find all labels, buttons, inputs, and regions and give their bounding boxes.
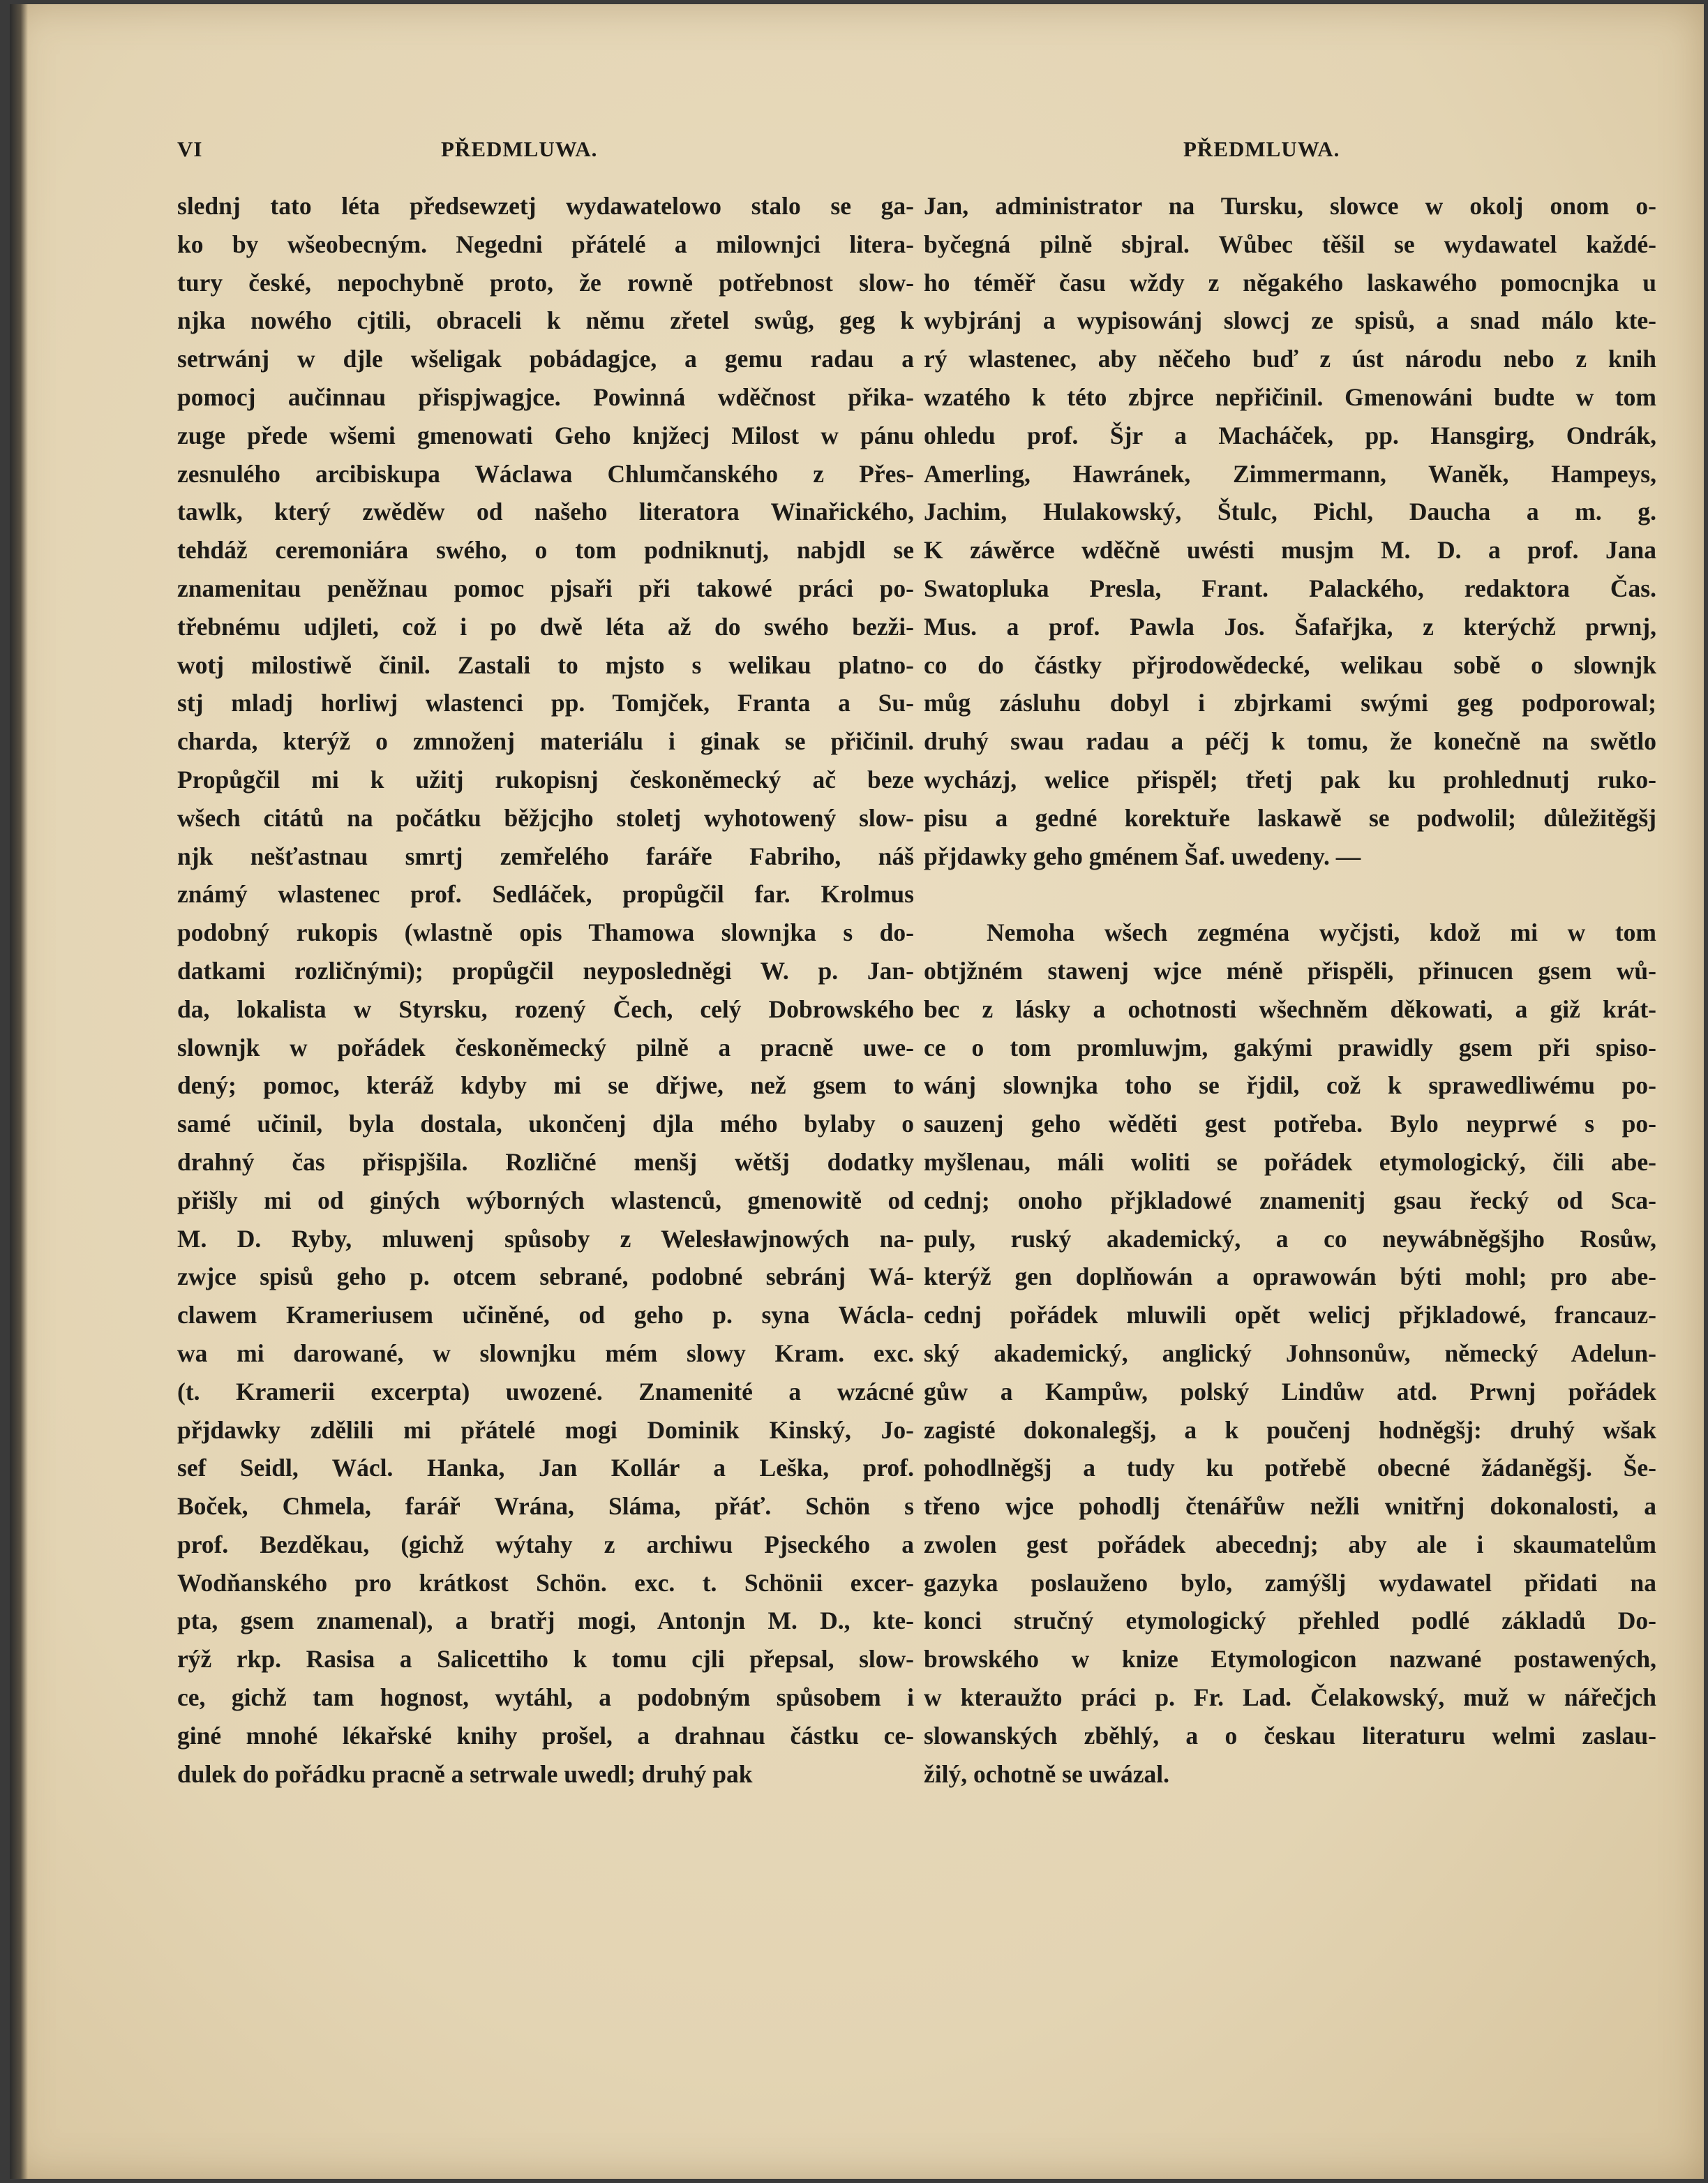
text-line: ho téměř času wždy z něgakého laskawého pomocnjka u xyxy=(924,268,1656,297)
text-line: giné mnohé lékařské knihy prošel, a drahnau částku ce- xyxy=(177,1721,914,1750)
text-line: podobný rukopis (wlastně opis Thamowa slownjka s do- xyxy=(177,918,914,947)
text-line: wybjránj a wypisowánj slowcj ze spisů, a snad málo kte- xyxy=(924,306,1656,335)
text-line: browského w knize Etymologicon nazwané postawených, xyxy=(924,1645,1656,1674)
text-line: Jachim, Hulakowský, Štulc, Pichl, Daucha a m. g. xyxy=(924,498,1656,526)
text-line: ko by wšeobecným. Negedni přátelé a milownjci litera- xyxy=(177,230,914,258)
text-line: konci stručný etymologický přehled podlé základů Do- xyxy=(924,1607,1656,1635)
text-line: bec z lásky a ochotnosti wšechněm děkowati, a giž krát- xyxy=(924,994,1656,1023)
text-line: setrwánj w djle wšeligak pobádagjce, a gemu radau a xyxy=(177,345,914,373)
text-line: stj mladj horliwj wlastenci pp. Tomjček, Franta a Su- xyxy=(177,689,914,717)
text-line: dený; pomoc, kteráž kdyby mi se dřjwe, než gsem to xyxy=(177,1071,914,1100)
text-line: sef Seidl, Wácl. Hanka, Jan Kollár a Leška, prof. xyxy=(177,1454,914,1482)
text-line: cednj pořádek mluwili opět welicj přjkladowé, francauz- xyxy=(924,1301,1656,1329)
text-line: přjdawky zdělili mi přátelé mogi Dominik Kinský, Jo- xyxy=(177,1415,914,1444)
text-line: gůw a Kampůw, polský Lindůw atd. Prwnj pořádek xyxy=(924,1377,1656,1406)
left-text-column xyxy=(177,187,914,1793)
text-line: zwolen gest pořádek abecednj; aby ale i skaumatelům xyxy=(924,1530,1656,1558)
text-line: zesnulého arcibiskupa Wáclawa Chlumčanského z Přes- xyxy=(177,459,914,488)
text-line: rý wlastenec, aby něčeho buď z úst národu nebo z knih xyxy=(924,345,1656,373)
text-line: wánj slownjka toho se řjdil, což k sprawedliwému po- xyxy=(924,1071,1656,1100)
text-line: myšlenau, máli woliti se pořádek etymologický, čili abe- xyxy=(924,1147,1656,1176)
text-line: můg zásluhu dobyl i zbjrkami swými geg podporowal; xyxy=(924,689,1656,717)
text-line: pomocj aučinnau přispjwagjce. Powinná wděčnost přika- xyxy=(177,382,914,411)
text-line: co do částky přjrodowědecké, welikau sobě o slownjk xyxy=(924,650,1656,679)
text-line: wycházj, welice přispěl; třetj pak ku prohlednutj ruko- xyxy=(924,765,1656,794)
page-binding-edge xyxy=(10,4,28,2179)
text-line: Boček, Chmela, farář Wrána, Sláma, přáť. Schön s xyxy=(177,1492,914,1521)
text-line: slowanských zběhlý, a o českau literaturu welmi zaslau- xyxy=(924,1721,1656,1750)
text-line: njka nowého cjtili, obraceli k němu zřetel swůg, geg k xyxy=(177,306,914,335)
text-line: Mus. a prof. Pawla Jos. Šafařjka, z kterýchž prwnj, xyxy=(924,612,1656,641)
text-line: dulek do pořádku pracně a setrwale uwedl; druhý pak xyxy=(177,1759,753,1788)
text-line: zagisté dokonalegšj, a k poučenj hodněgšj: druhý wšak xyxy=(924,1415,1656,1444)
text-line: znamenitau peněžnau pomoc pjsaři při takowé práci po- xyxy=(177,574,914,602)
text-line: ce o tom promluwjm, gakými prawidly gsem při spiso- xyxy=(924,1033,1656,1061)
text-line: třeno wjce pohodlj čtenářůw nežli wnitřnj dokonalosti, a xyxy=(924,1492,1656,1521)
text-line: zuge přede wšemi gmenowati Geho knjžecj Milost w pánu xyxy=(177,421,914,449)
text-line: w kteraužto práci p. Fr. Lad. Čelakowský, muž w nářečjch xyxy=(924,1683,1656,1712)
text-line: charda, kterýž o zmnoženj materiálu i ginak se přičinil. xyxy=(177,727,914,756)
text-line: obtjžném stawenj wjce méně přispěli, přinucen gsem wů- xyxy=(924,956,1656,985)
text-line: wšech citátů na počátku běžjcjho stoletj wyhotowený slow- xyxy=(177,803,914,832)
text-line: tury české, nepochybně proto, že rowně potřebnost slow- xyxy=(177,268,914,297)
text-line: njk nešťastnau smrtj zemřelého faráře Fabriho, náš xyxy=(177,842,914,870)
text-line: samé učinil, byla dostala, ukončenj djla mého bylaby o xyxy=(177,1110,914,1138)
text-line: druhý swau radau a péčj k tomu, že konečně na swětlo xyxy=(924,727,1656,756)
text-line: zwjce spisů geho p. otcem sebrané, podobné sebránj Wá- xyxy=(177,1262,914,1291)
text-line: wa mi darowané, w slownjku mém slowy Kram. exc. xyxy=(177,1339,914,1367)
text-line: přjdawky geho gménem Šaf. uwedeny. — xyxy=(924,842,1361,870)
text-line: ský akademický, anglický Johnsonůw, německý Adelun- xyxy=(924,1339,1656,1367)
text-line: prof. Bezděkau, (gichž wýtahy z archiwu Pjseckého a xyxy=(177,1530,914,1558)
text-line: kterýž gen doplňowán a oprawowán býti mohl; pro abe- xyxy=(924,1262,1656,1291)
text-line: slownjk w pořádek českoněmecký pilně a pracně uwe- xyxy=(177,1033,914,1061)
text-line: M. D. Ryby, mluwenj spůsoby z Welesławjnowých na- xyxy=(177,1224,914,1253)
text-line: Amerling, Hawránek, Zimmermann, Waněk, Hampeys, xyxy=(924,459,1656,488)
text-line: třebnému udjleti, což i po dwě léta až do swého bezži- xyxy=(177,612,914,641)
text-line: známý wlastenec prof. Sedláček, propůgčil far. Krolmus xyxy=(177,880,914,909)
text-line: přišly mi od giných wýborných wlastenců, gmenowitě od xyxy=(177,1186,914,1214)
text-line: wotj milostiwě činil. Zastali to mjsto s welikau platno- xyxy=(177,650,914,679)
text-line: ohledu prof. Šjr a Macháček, pp. Hansgirg, Ondrák, xyxy=(924,421,1656,449)
text-line: Nemoha wšech zegména wyčjsti, kdož mi w tom xyxy=(987,918,1656,947)
text-line: pohodlněgšj a tudy ku potřebě obecné žádaněgšj. Še- xyxy=(924,1454,1656,1482)
right-text-column xyxy=(924,187,1656,1793)
left-running-title: PŘEDMLUWA. xyxy=(441,137,598,161)
text-line: Wodňanského pro krátkost Schön. exc. t. Schönii excer- xyxy=(177,1568,914,1597)
text-line: pisu a gedné korektuře laskawě se podwolil; důležitěgšj xyxy=(924,803,1656,832)
text-line: puly, ruský akademický, a co neywábněgšjho Rosůw, xyxy=(924,1224,1656,1253)
text-line: datkami rozličnými); propůgčil neyposledněgi W. p. Jan- xyxy=(177,956,914,985)
text-line: tawlk, který zwěděw od našeho literatora Winařického, xyxy=(177,498,914,526)
text-line: drahný čas přispjšila. Rozličné menšj wětšj dodatky xyxy=(177,1147,914,1176)
text-line: slednj tato léta předsewzetj wydawatelowo stalo se ga- xyxy=(177,192,914,220)
text-line: gazyka poslauženo bylo, zamýšlj wydawatel přidati na xyxy=(924,1568,1656,1597)
page-number: VI xyxy=(177,137,203,161)
text-line: pta, gsem znamenal), a bratřj mogi, Antonjn M. D., kte- xyxy=(177,1607,914,1635)
text-line: clawem Krameriusem učiněné, od geho p. syna Wácla- xyxy=(177,1301,914,1329)
book-page xyxy=(10,4,1704,2179)
text-line: wzatého k této zbjrce nepřičinil. Gmenowáni budte w tom xyxy=(924,382,1656,411)
text-line: sauzenj geho wěděti gest potřeba. Bylo neyprwé s po- xyxy=(924,1110,1656,1138)
text-line: tehdáž ceremoniára swého, o tom podniknutj, nabjdl se xyxy=(177,536,914,565)
text-line: ce, gichž tam hognost, wytáhl, a podobným spůsobem i xyxy=(177,1683,914,1712)
text-line: da, lokalista w Styrsku, rozený Čech, celý Dobrowského xyxy=(177,994,914,1023)
text-line: cednj; onoho přjkladowé znamenitj gsau řecký od Sca- xyxy=(924,1186,1656,1214)
right-running-title: PŘEDMLUWA. xyxy=(1183,137,1340,161)
text-line: rýž rkp. Rasisa a Salicettiho k tomu cjli přepsal, slow- xyxy=(177,1645,914,1674)
text-line: K záwěrce wděčně uwésti musjm M. D. a prof. Jana xyxy=(924,536,1656,565)
text-line xyxy=(924,875,1656,914)
text-line: žilý, ochotně se uwázal. xyxy=(924,1759,1170,1788)
text-line: Jan, administrator na Tursku, slowce w okolj onom o- xyxy=(924,192,1656,220)
text-line: Propůgčil mi k užitj rukopisnj českoněmecký ač beze xyxy=(177,765,914,794)
text-line: Swatopluka Presla, Frant. Palackého, redaktora Čas. xyxy=(924,574,1656,602)
text-line: (t. Kramerii excerpta) uwozené. Znamenité a wzácné xyxy=(177,1377,914,1406)
text-line: byčegná pilně sbjral. Wůbec těšil se wydawatel každé- xyxy=(924,230,1656,258)
